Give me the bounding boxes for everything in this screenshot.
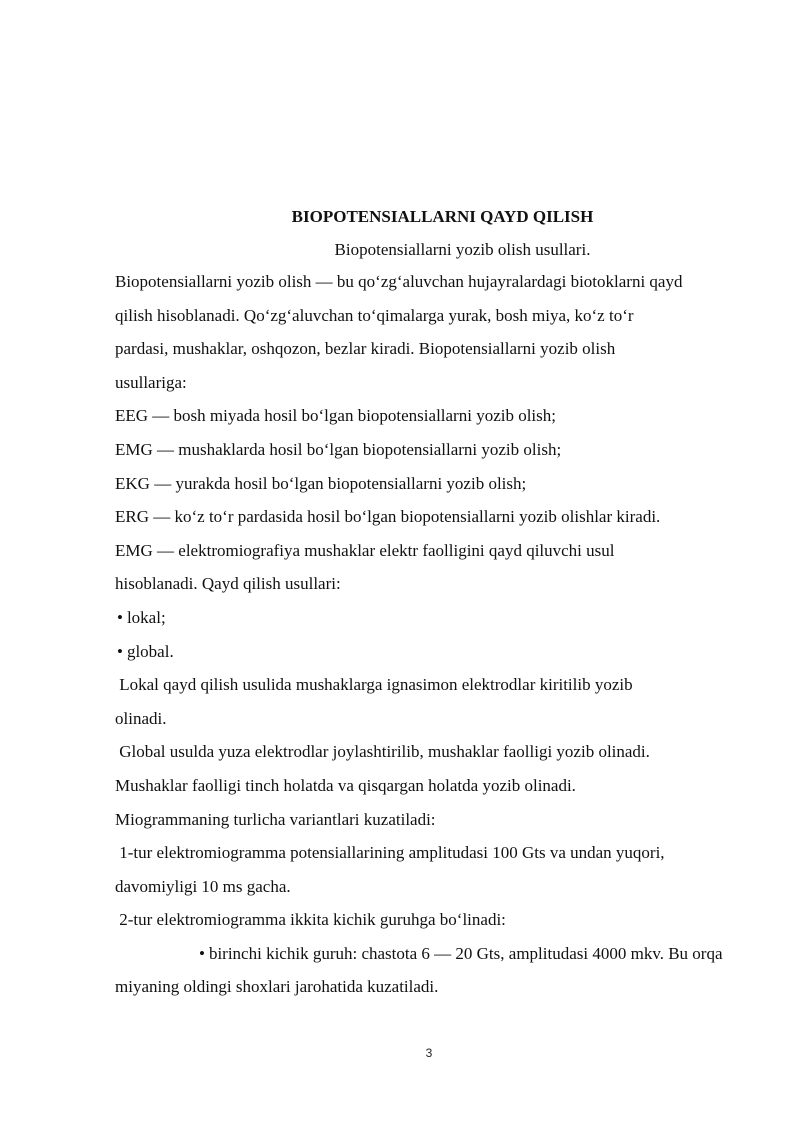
paragraph-line: Global usulda yuza elektrodlar joylashtirilib, mushaklar faolligi yozib olinadi.	[115, 742, 650, 762]
bullet-icon: •	[199, 943, 205, 963]
paragraph-line: usullariga:	[115, 372, 187, 392]
method-erg: ERG — ko‘z to‘r pardasida hosil bo‘lgan biopotensiallarni yozib olishlar kiradi.	[115, 507, 661, 527]
page-number: 3	[425, 1046, 433, 1060]
list-item-label: birinchi kichik guruh: chastota 6 — 20 Gts, amplitudasi 4000 mkv. Bu orqa	[208, 943, 723, 963]
paragraph-line: Mushaklar faolligi tinch holatda va qisqargan holatda yozib olinadi.	[115, 775, 576, 795]
list-item-label: lokal;	[126, 607, 166, 627]
paragraph-line: miyaning oldingi shoxlari jarohatida kuzatiladi.	[115, 977, 439, 997]
paragraph-line: Miogrammaning turlicha variantlari kuzatiladi:	[115, 809, 436, 829]
method-emg: EMG — mushaklarda hosil bo‘lgan biopotensiallarni yozib olish;	[115, 439, 562, 459]
method-ekg: EKG — yurakda hosil bo‘lgan biopotensiallarni yozib olish;	[115, 473, 527, 493]
list-item-label: global.	[126, 641, 174, 661]
paragraph-line: pardasi, mushaklar, oshqozon, bezlar kiradi. Biopotensiallarni yozib olish	[115, 339, 616, 359]
list-item	[115, 601, 750, 635]
paragraph-line: davomiyligi 10 ms gacha.	[115, 876, 291, 896]
document-subtitle: Biopotensiallarni yozib olish usullari.	[334, 240, 591, 259]
method-eeg: EEG — bosh miyada hosil bo‘lgan biopotensiallarni yozib olish;	[115, 406, 556, 426]
list-item	[115, 937, 750, 971]
paragraph-line: olinadi.	[115, 708, 167, 728]
paragraph-line: qilish hisoblanadi. Qo‘zg‘aluvchan to‘qimalarga yurak, bosh miya, ko‘z to‘r	[115, 305, 634, 325]
bullet-icon: •	[117, 607, 123, 627]
paragraph-line: Lokal qayd qilish usulida mushaklarga ignasimon elektrodlar kiritilib yozib	[115, 675, 633, 695]
paragraph-line: 1-tur elektromiogramma potensiallarining amplitudasi 100 Gts va undan yuqori,	[115, 843, 665, 863]
paragraph-line: Biopotensiallarni yozib olish — bu qo‘zg‘aluvchan hujayralardagi biotoklarni qayd	[115, 272, 683, 291]
paragraph-line: EMG — elektromiografiya mushaklar elektr faolligini qayd qiluvchi usul	[115, 540, 615, 560]
paragraph-line: 2-tur elektromiogramma ikkita kichik guruhga bo‘linadi:	[115, 910, 506, 930]
paragraph-line: hisoblanadi. Qayd qilish usullari:	[115, 574, 341, 594]
document-title: BIOPOTENSIALLARNI QAYD QILISH	[291, 207, 594, 226]
document-body	[115, 203, 750, 1004]
bullet-icon: •	[117, 641, 123, 661]
list-item	[115, 635, 750, 669]
